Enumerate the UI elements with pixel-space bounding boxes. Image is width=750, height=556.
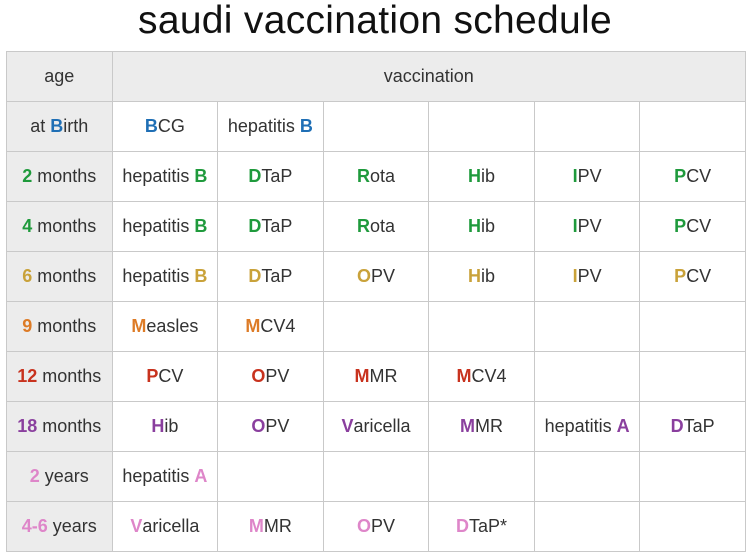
vaccine-name-text: MR: [475, 416, 504, 436]
vaccine-cell: [429, 402, 535, 452]
empty-cell: [640, 452, 746, 502]
vaccine-cell: [218, 402, 324, 452]
vaccine-name-text: PV: [577, 216, 602, 236]
vaccine-cell: [534, 402, 640, 452]
vaccine-cell: [429, 352, 535, 402]
vaccine-name-text: CV4: [471, 366, 507, 386]
vaccine-cell: [323, 402, 429, 452]
vaccine-name-text: PV: [370, 516, 395, 536]
table-row: [7, 402, 746, 452]
vaccine-highlight-letter: M: [456, 366, 472, 386]
vaccine-cell: [640, 152, 746, 202]
age-label-highlight: 18: [17, 416, 38, 436]
vaccine-cell: [112, 502, 218, 552]
age-cell: [7, 252, 113, 302]
table-header-row: [7, 52, 746, 102]
age-label-highlight: 6: [22, 266, 33, 286]
vaccine-cell: [534, 202, 640, 252]
vaccine-name-text: TaP: [261, 166, 293, 186]
vaccine-cell: [640, 252, 746, 302]
vaccine-name-text: CG: [157, 116, 185, 136]
vaccine-highlight-letter: V: [341, 416, 354, 436]
age-label-suffix: irth: [63, 116, 89, 136]
empty-cell: [640, 502, 746, 552]
empty-cell: [534, 102, 640, 152]
age-label-suffix: months: [37, 416, 102, 436]
table-row: [7, 352, 746, 402]
page-title: saudi vaccination schedule: [138, 0, 612, 42]
vaccine-cell: [218, 302, 324, 352]
vaccine-highlight-letter: B: [194, 166, 208, 186]
vaccine-name-text: CV: [686, 266, 712, 286]
vaccine-name-text: MR: [263, 516, 292, 536]
vaccine-cell: [112, 352, 218, 402]
vaccine-name-text: TaP: [261, 266, 293, 286]
age-cell: [7, 402, 113, 452]
vaccine-name-text: hepatitis: [227, 116, 300, 136]
vaccine-name-text: CV4: [260, 316, 296, 336]
table-row: [7, 152, 746, 202]
empty-cell: [429, 302, 535, 352]
vaccine-highlight-letter: H: [151, 416, 165, 436]
vaccine-cell: [112, 252, 218, 302]
empty-cell: [534, 502, 640, 552]
vaccine-cell: [323, 202, 429, 252]
vaccine-name-text: aricella: [142, 516, 200, 536]
age-cell: [7, 102, 113, 152]
table-row: [7, 252, 746, 302]
vaccine-cell: [112, 152, 218, 202]
vaccine-highlight-letter: I: [572, 166, 578, 186]
vaccine-highlight-letter: O: [251, 416, 266, 436]
vaccine-highlight-letter: B: [194, 266, 208, 286]
vaccine-name-text: ib: [481, 216, 496, 236]
vaccine-cell: [218, 352, 324, 402]
vaccine-name-text: PV: [370, 266, 395, 286]
vaccine-name-text: TaP*: [469, 516, 508, 536]
table-row: [7, 102, 746, 152]
vaccine-name-text: ib: [481, 266, 496, 286]
vaccine-cell: [323, 252, 429, 302]
vaccine-highlight-letter: P: [674, 166, 687, 186]
vaccine-cell: [112, 302, 218, 352]
age-cell: [7, 452, 113, 502]
vaccine-name-text: PV: [265, 366, 290, 386]
vaccine-name-text: hepatitis: [122, 166, 195, 186]
age-label-highlight: 4: [22, 216, 33, 236]
vaccine-highlight-letter: R: [356, 166, 370, 186]
age-label-highlight: 2: [22, 166, 33, 186]
vaccine-name-text: PV: [265, 416, 290, 436]
empty-cell: [640, 102, 746, 152]
vaccine-highlight-letter: D: [248, 216, 262, 236]
vaccine-name-text: ota: [369, 216, 395, 236]
vaccine-highlight-letter: D: [248, 266, 262, 286]
age-label-suffix: months: [37, 366, 102, 386]
vaccine-name-text: easles: [146, 316, 199, 336]
vaccination-column-header: vaccination: [112, 52, 745, 102]
vaccine-name-text: ib: [164, 416, 179, 436]
vaccine-highlight-letter: B: [194, 216, 208, 236]
age-cell: [7, 302, 113, 352]
vaccine-cell: [429, 252, 535, 302]
empty-cell: [534, 352, 640, 402]
vaccine-cell: [534, 152, 640, 202]
vaccine-highlight-letter: M: [354, 366, 370, 386]
vaccine-highlight-letter: H: [468, 216, 482, 236]
age-cell: [7, 202, 113, 252]
age-label-suffix: months: [32, 216, 97, 236]
vaccine-name-text: ib: [481, 166, 496, 186]
vaccine-highlight-letter: D: [670, 416, 684, 436]
vaccine-cell: [218, 102, 324, 152]
age-label-highlight: 9: [22, 316, 33, 336]
table-row: [7, 302, 746, 352]
vaccine-cell: [112, 402, 218, 452]
vaccine-highlight-letter: D: [456, 516, 470, 536]
vaccine-highlight-letter: M: [248, 516, 264, 536]
vaccine-highlight-letter: O: [251, 366, 266, 386]
age-label-suffix: months: [32, 316, 97, 336]
empty-cell: [323, 452, 429, 502]
vaccine-cell: [429, 202, 535, 252]
empty-cell: [534, 302, 640, 352]
age-label-highlight: B: [50, 116, 64, 136]
vaccine-highlight-letter: H: [468, 266, 482, 286]
vaccine-highlight-letter: O: [356, 266, 371, 286]
empty-cell: [429, 102, 535, 152]
vaccine-highlight-letter: D: [248, 166, 262, 186]
vaccine-highlight-letter: M: [245, 316, 261, 336]
vaccine-highlight-letter: P: [146, 366, 159, 386]
vaccine-name-text: MR: [369, 366, 398, 386]
empty-cell: [640, 352, 746, 402]
vaccine-highlight-letter: O: [356, 516, 371, 536]
vaccine-name-text: PV: [577, 266, 602, 286]
vaccine-name-text: aricella: [353, 416, 411, 436]
vaccine-highlight-letter: V: [130, 516, 143, 536]
vaccine-name-text: hepatitis: [544, 416, 617, 436]
vaccine-cell: [112, 452, 218, 502]
vaccine-highlight-letter: P: [674, 216, 687, 236]
vaccine-name-text: CV: [686, 216, 712, 236]
vaccine-name-text: PV: [577, 166, 602, 186]
age-label-suffix: years: [47, 516, 97, 536]
age-label-highlight: 2: [29, 466, 40, 486]
vaccination-schedule-table: [6, 51, 746, 552]
vaccine-highlight-letter: M: [131, 316, 147, 336]
vaccine-cell: [640, 202, 746, 252]
vaccine-highlight-letter: A: [616, 416, 630, 436]
age-column-header: age: [7, 52, 113, 102]
vaccine-name-text: TaP: [261, 216, 293, 236]
age-label-prefix: at: [30, 116, 51, 136]
empty-cell: [218, 452, 324, 502]
table-row: [7, 452, 746, 502]
vaccine-name-text: CV: [158, 366, 184, 386]
vaccine-name-text: ota: [369, 166, 395, 186]
vaccine-cell: [323, 352, 429, 402]
age-label-suffix: years: [39, 466, 89, 486]
vaccine-highlight-letter: I: [572, 266, 578, 286]
empty-cell: [534, 452, 640, 502]
vaccine-cell: [429, 502, 535, 552]
age-label-highlight: 12: [17, 366, 38, 386]
vaccine-cell: [429, 152, 535, 202]
vaccine-highlight-letter: M: [460, 416, 476, 436]
vaccine-name-text: TaP: [683, 416, 715, 436]
vaccine-name-text: hepatitis: [122, 266, 195, 286]
vaccine-cell: [640, 402, 746, 452]
age-cell: [7, 352, 113, 402]
schedule-body: [7, 102, 746, 552]
empty-cell: [323, 302, 429, 352]
age-label-suffix: months: [32, 266, 97, 286]
vaccine-name-text: hepatitis: [122, 466, 195, 486]
table-row: [7, 502, 746, 552]
vaccine-cell: [112, 202, 218, 252]
vaccine-highlight-letter: H: [468, 166, 482, 186]
empty-cell: [323, 102, 429, 152]
empty-cell: [429, 452, 535, 502]
vaccine-cell: [112, 102, 218, 152]
vaccine-cell: [534, 252, 640, 302]
vaccine-cell: [218, 502, 324, 552]
vaccine-name-text: CV: [686, 166, 712, 186]
vaccine-highlight-letter: P: [674, 266, 687, 286]
vaccine-cell: [218, 152, 324, 202]
age-cell: [7, 502, 113, 552]
vaccine-highlight-letter: R: [356, 216, 370, 236]
age-label-highlight: 4-6: [21, 516, 48, 536]
vaccine-highlight-letter: A: [194, 466, 208, 486]
vaccine-cell: [218, 252, 324, 302]
vaccine-name-text: hepatitis: [122, 216, 195, 236]
vaccine-highlight-letter: B: [144, 116, 158, 136]
empty-cell: [640, 302, 746, 352]
vaccine-cell: [323, 502, 429, 552]
vaccine-highlight-letter: B: [299, 116, 313, 136]
age-cell: [7, 152, 113, 202]
age-label-suffix: months: [32, 166, 97, 186]
vaccine-cell: [218, 202, 324, 252]
table-row: [7, 202, 746, 252]
vaccine-highlight-letter: I: [572, 216, 578, 236]
vaccine-cell: [323, 152, 429, 202]
